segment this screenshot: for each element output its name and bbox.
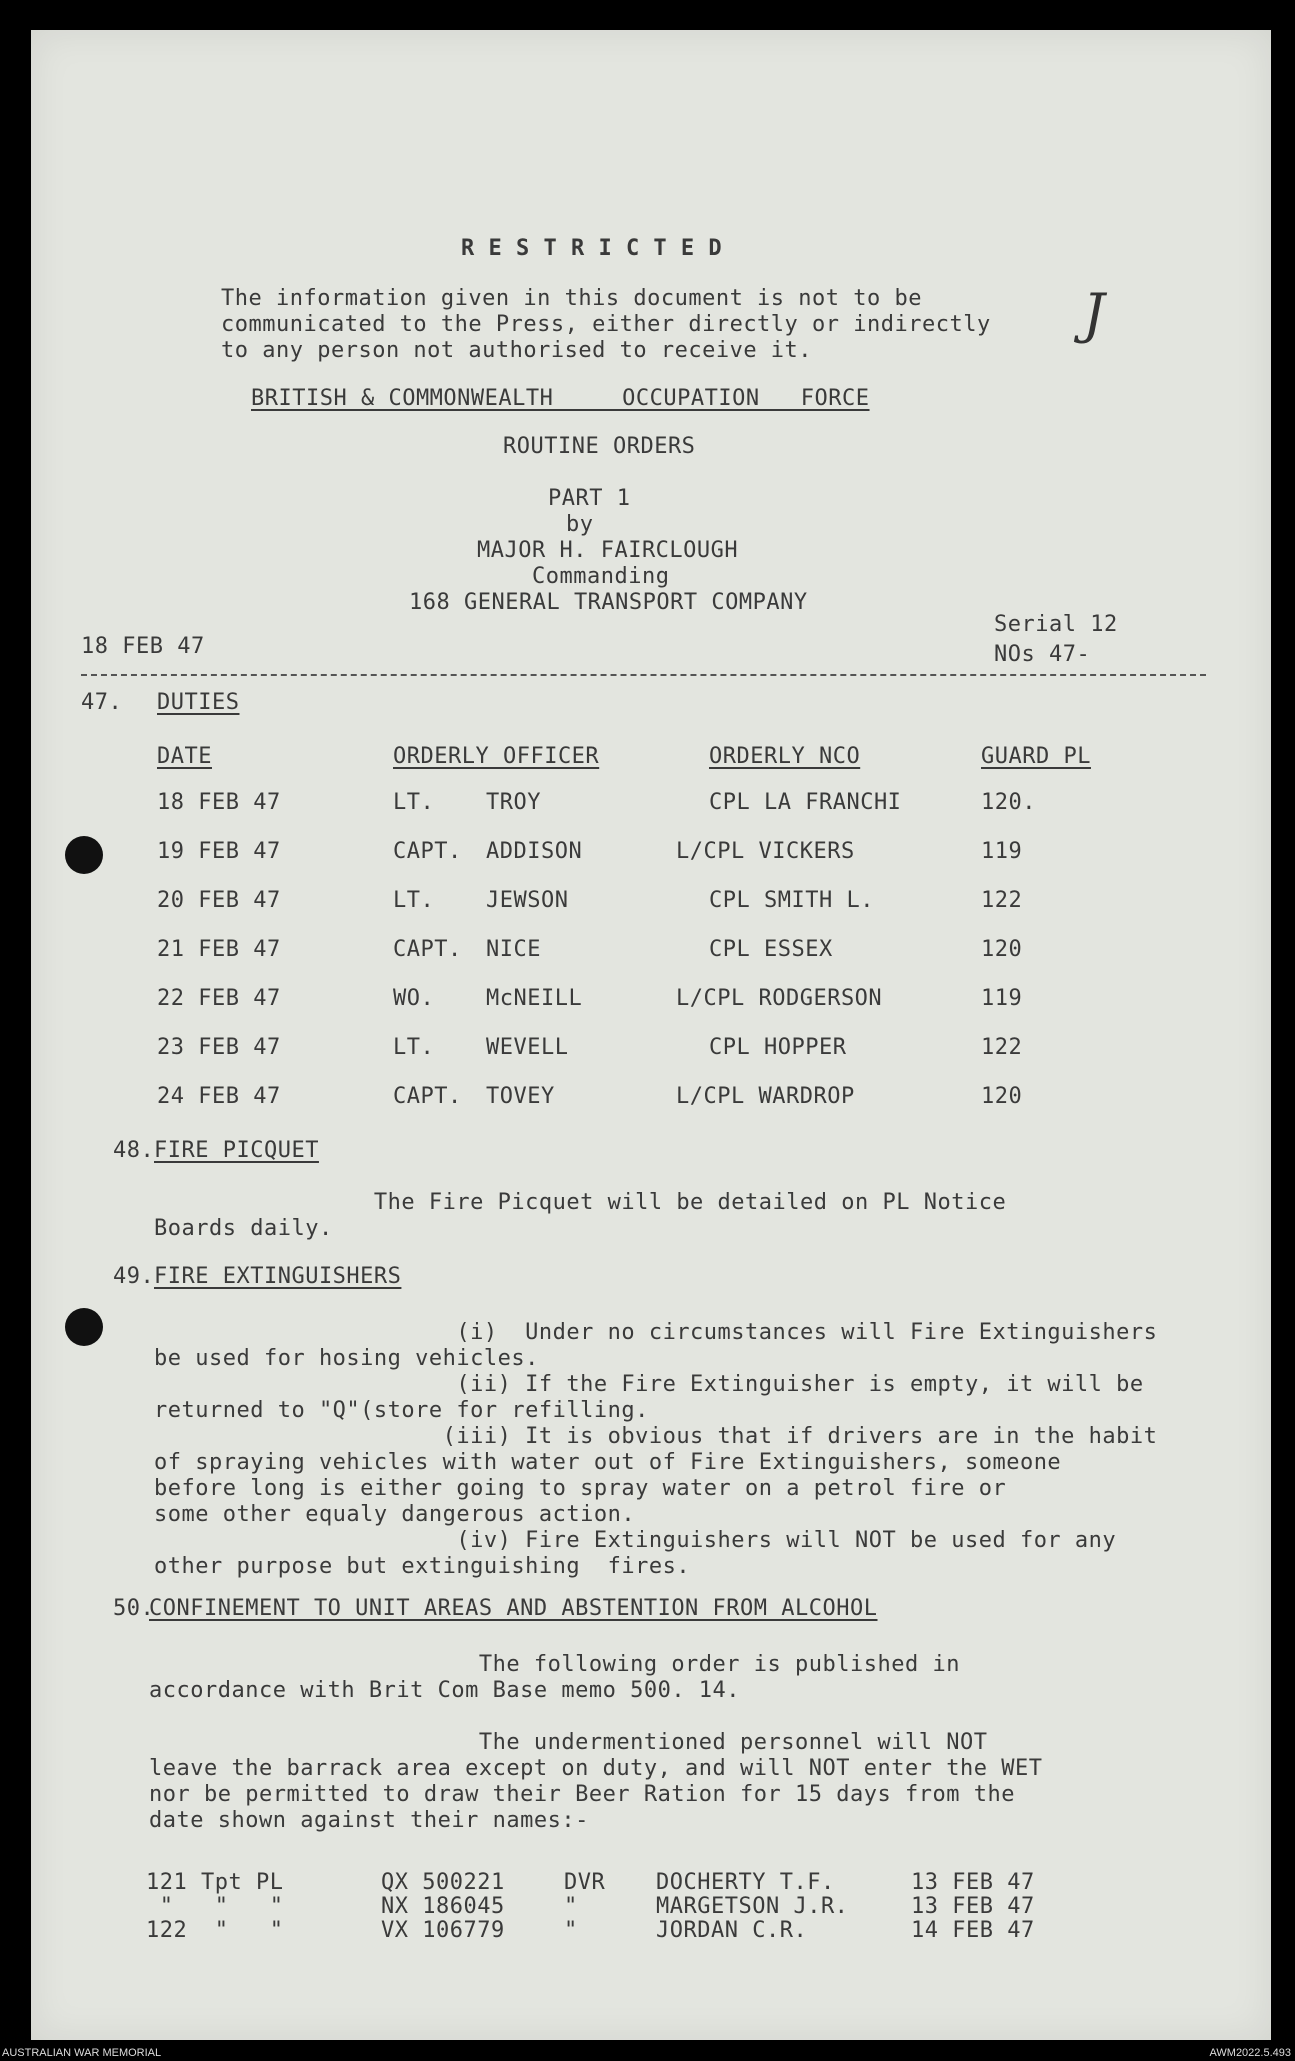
section-title: DUTIES [157,690,240,715]
duty-officer-rank: LT. [393,888,435,913]
duty-guard: 122 [981,888,1023,913]
duty-officer-name: JEWSON [486,888,569,913]
order-date: 18 FEB 47 [81,634,205,659]
column-header-nco: ORDERLY NCO [709,744,861,769]
personnel-unit: 122 " " [146,1918,284,1943]
duty-officer-name: WEVELL [486,1035,569,1060]
column-header-guard: GUARD PL [981,744,1091,769]
duty-officer-name: TROY [486,790,541,815]
fire-extinguishers-line: some other equaly dangerous action. [154,1502,636,1527]
personnel-date: 14 FEB 47 [911,1918,1035,1943]
duty-officer-rank: CAPT. [393,1084,462,1109]
by-label: by [566,512,594,537]
header-divider [81,674,1206,677]
duty-officer-name: NICE [486,937,541,962]
duty-guard: 120. [981,790,1036,815]
fire-extinguishers-line: (ii) If the Fire Extinguisher is empty, it will be [154,1372,1144,1397]
fire-extinguishers-line: (iii) It is obvious that if drivers are in the habit [154,1424,1158,1449]
duty-nco: CPL SMITH L. [709,888,874,913]
notice-line-2: communicated to the Press, either directly or indirectly [221,312,991,337]
serial-number: NOs 47- [994,642,1091,667]
officer-role: Commanding [532,564,670,589]
duty-date: 24 FEB 47 [157,1084,281,1109]
duty-nco: CPL ESSEX [709,937,833,962]
section-number: 50. [113,1596,155,1621]
orders-title: ROUTINE ORDERS [503,434,696,459]
duty-date: 21 FEB 47 [157,937,281,962]
duty-date: 18 FEB 47 [157,790,281,815]
confinement-para2-line-4: date shown against their names:- [149,1808,589,1833]
fire-extinguishers-line: (iv) Fire Extinguishers will NOT be used for any [154,1528,1117,1553]
personnel-number: VX 106779 [381,1918,505,1943]
personnel-unit: 121 Tpt PL [146,1870,284,1895]
duty-date: 22 FEB 47 [157,986,281,1011]
fire-extinguishers-line: returned to "Q"(store for refilling. [154,1398,649,1423]
duty-nco: L/CPL VICKERS [676,839,855,864]
fire-extinguishers-line: be used for hosing vehicles. [154,1346,539,1371]
punch-hole-top [65,836,103,874]
personnel-date: 13 FEB 47 [911,1894,1035,1919]
duty-nco: CPL HOPPER [709,1035,847,1060]
duty-officer-rank: LT. [393,1035,435,1060]
section-title: CONFINEMENT TO UNIT AREAS AND ABSTENTION FROM ALCOHOL [149,1596,878,1621]
duty-officer-name: McNEILL [486,986,583,1011]
confinement-para2-line-3: nor be permitted to draw their Beer Ration for 15 days from the [149,1782,1015,1807]
restricted-heading: R E S T R I C T E D [461,236,723,261]
column-header-date: DATE [157,744,212,769]
duty-nco: L/CPL WARDROP [676,1084,855,1109]
duty-officer-rank: CAPT. [393,839,462,864]
section-title: FIRE EXTINGUISHERS [154,1264,402,1289]
handwritten-mark: J [1083,282,1105,345]
fire-picquet-line-2: Boards daily. [154,1216,333,1241]
confinement-para2-line-2: leave the barrack area except on duty, and will NOT enter the WET [149,1756,1043,1781]
duty-officer-name: TOVEY [486,1084,555,1109]
confinement-para1-line-1: The following order is published in [149,1652,960,1677]
unit-name: 168 GENERAL TRANSPORT COMPANY [409,590,808,615]
duty-guard: 122 [981,1035,1023,1060]
duty-guard: 120 [981,1084,1023,1109]
personnel-name: JORDAN C.R. [656,1918,808,1943]
footer-left: AUSTRALIAN WAR MEMORIAL [2,2047,162,2059]
personnel-date: 13 FEB 47 [911,1870,1035,1895]
duty-guard: 120 [981,937,1023,962]
duty-guard: 119 [981,839,1023,864]
footer-right: AWM2022.5.493 [1209,2047,1291,2059]
confinement-para2-line-1: The undermentioned personnel will NOT [149,1730,988,1755]
serial-label: Serial 12 [994,612,1118,637]
duty-guard: 119 [981,986,1023,1011]
duty-nco: CPL LA FRANCHI [709,790,902,815]
duty-date: 20 FEB 47 [157,888,281,913]
force-heading: BRITISH & COMMONWEALTH OCCUPATION FORCE [251,386,870,411]
personnel-name: MARGETSON J.R. [656,1894,849,1919]
duty-date: 23 FEB 47 [157,1035,281,1060]
personnel-unit: " " " [146,1894,284,1919]
punch-hole-bottom [65,1308,103,1346]
fire-extinguishers-line: before long is either going to spray water on a petrol fire or [154,1476,1007,1501]
officer-name: MAJOR H. FAIRCLOUGH [477,538,739,563]
duty-nco: L/CPL RODGERSON [676,986,883,1011]
document-page [31,30,1271,2040]
fire-extinguishers-line: (i) Under no circumstances will Fire Extinguishers [154,1320,1158,1345]
section-number: 47. [81,690,123,715]
column-header-officer: ORDERLY OFFICER [393,744,600,769]
fire-extinguishers-line: other purpose but extinguishing fires. [154,1554,691,1579]
section-number: 48. [113,1138,155,1163]
duty-officer-rank: CAPT. [393,937,462,962]
fire-picquet-line-1: The Fire Picquet will be detailed on PL Notice [154,1190,1007,1215]
duty-officer-rank: LT. [393,790,435,815]
notice-line-1: The information given in this document is not to be [221,286,923,311]
notice-line-3: to any person not authorised to receive it. [221,338,813,363]
fire-extinguishers-line: of spraying vehicles with water out of Fire Extinguishers, someone [154,1450,1062,1475]
confinement-para1-line-2: accordance with Brit Com Base memo 500. 14. [149,1678,741,1703]
duty-officer-name: ADDISON [486,839,583,864]
personnel-number: QX 500221 [381,1870,505,1895]
part-label: PART 1 [548,486,631,511]
personnel-rank: " [564,1918,578,1943]
personnel-rank: " [564,1894,578,1919]
personnel-name: DOCHERTY T.F. [656,1870,835,1895]
personnel-number: NX 186045 [381,1894,505,1919]
section-number: 49. [113,1264,155,1289]
personnel-rank: DVR [564,1870,606,1895]
duty-officer-rank: WO. [393,986,435,1011]
section-title: FIRE PICQUET [154,1138,319,1163]
duty-date: 19 FEB 47 [157,839,281,864]
